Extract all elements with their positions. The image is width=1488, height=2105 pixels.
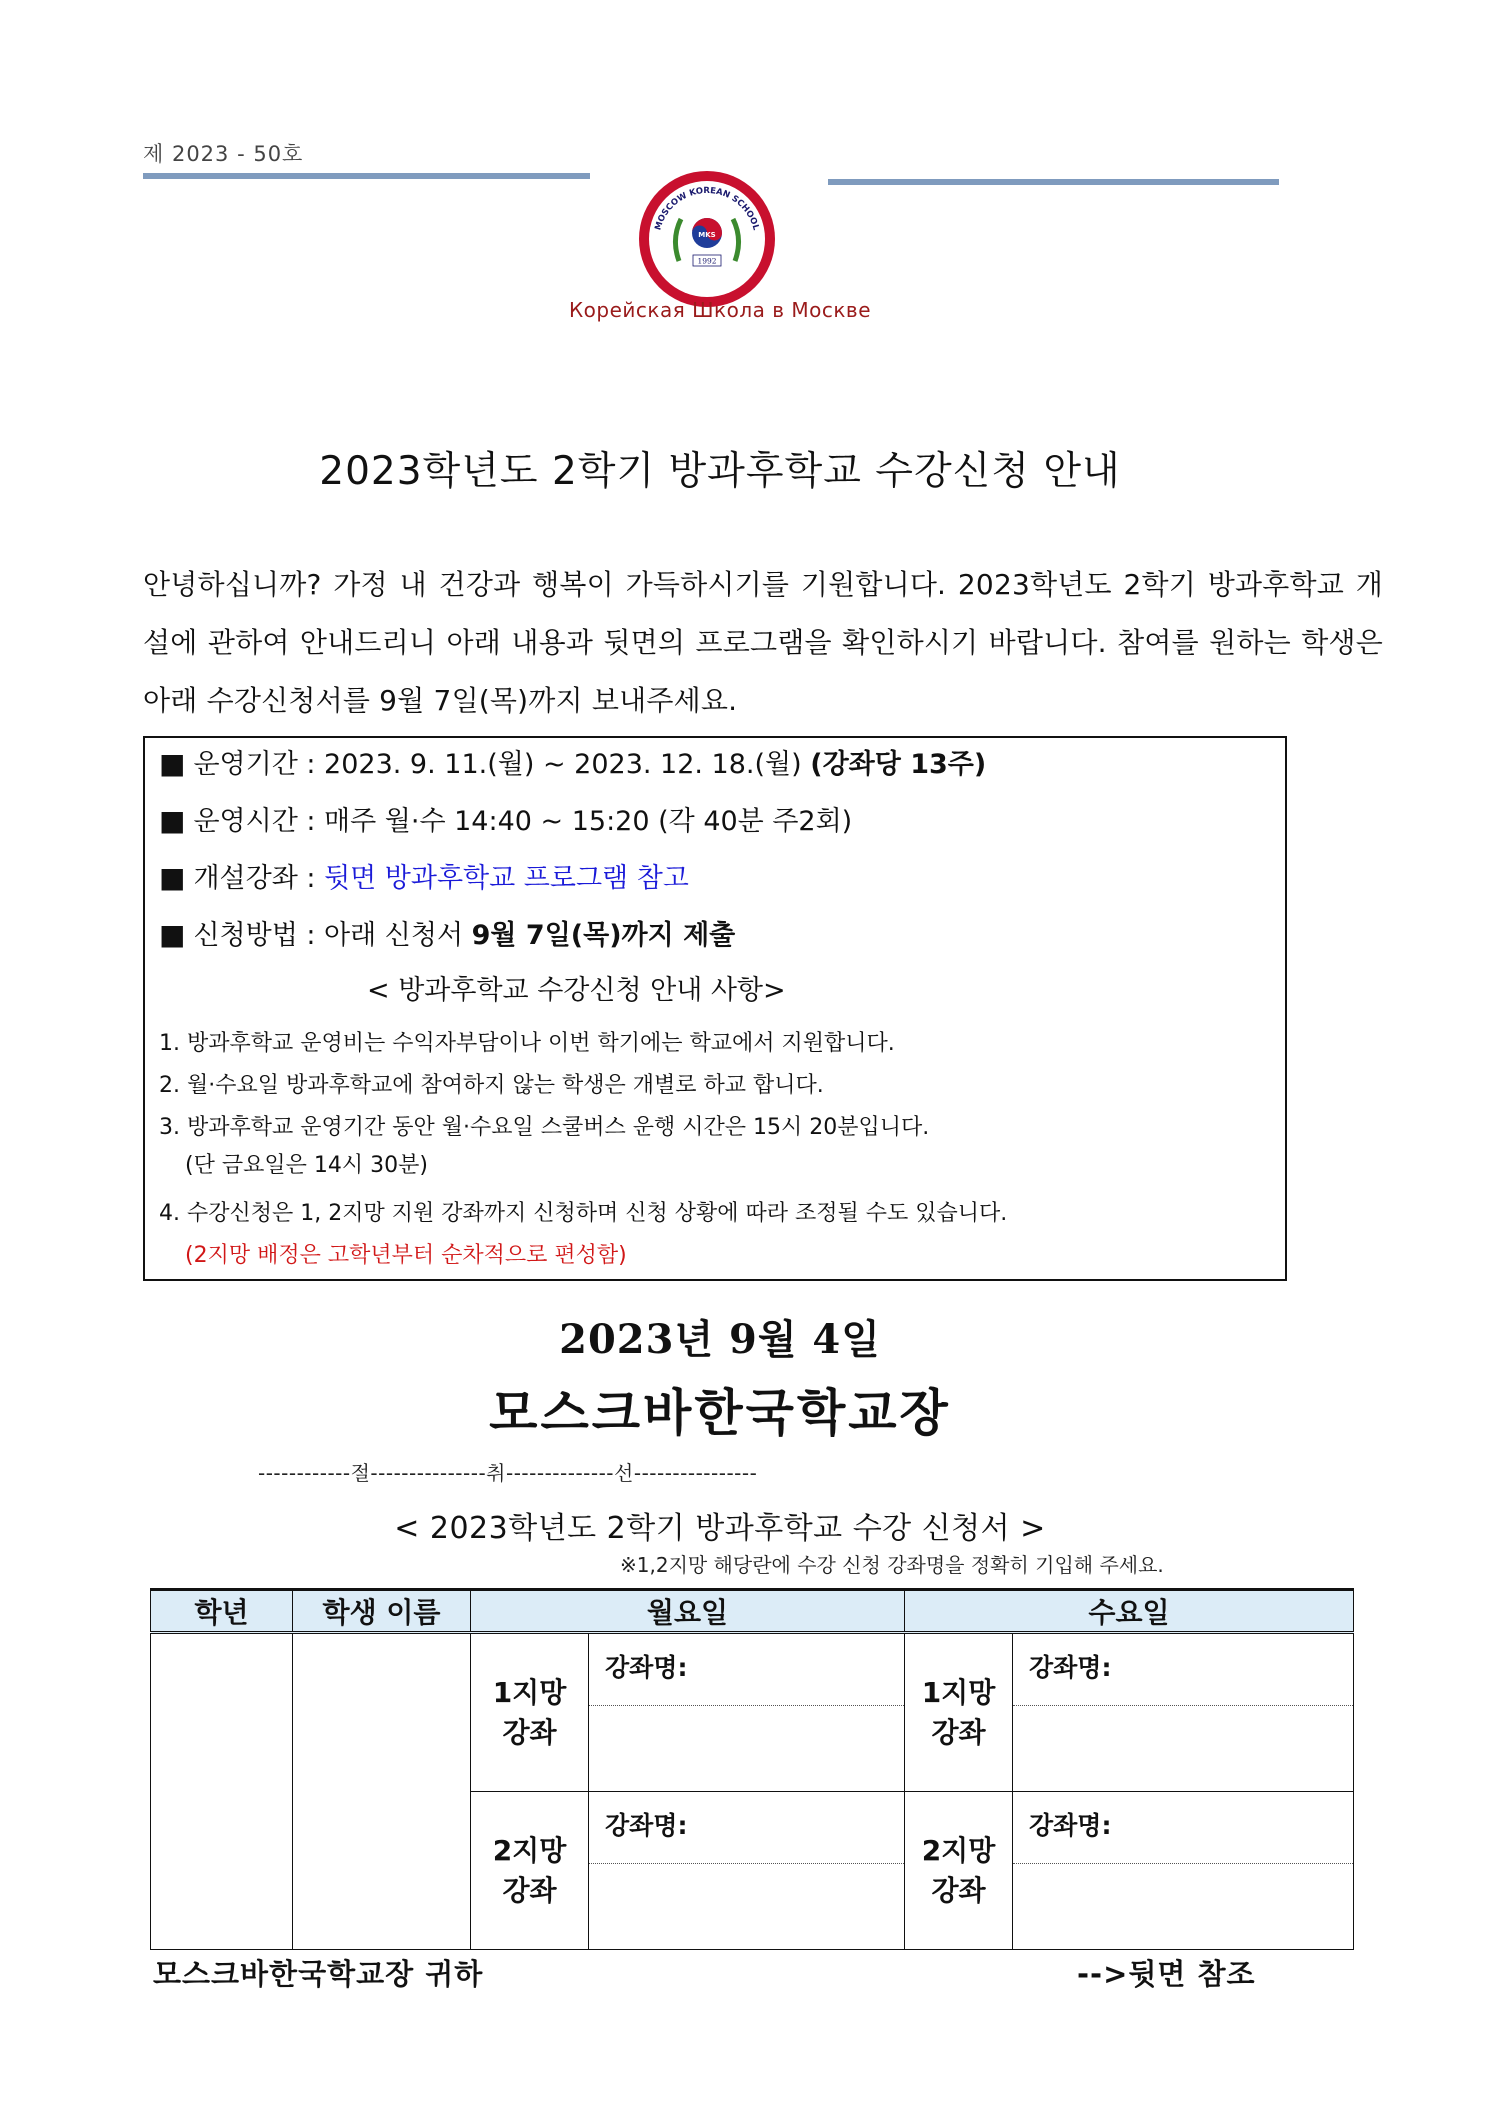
monday-pref2-label: 2지망 강좌 [471,1792,589,1950]
document-number: 제 2023 - 50호 [143,142,304,166]
info-box [143,736,1287,1281]
logo-year: 1992 [697,256,717,266]
info-link-text: 뒷면 방과후학교 프로그램 참고 [324,863,689,894]
grade-input-cell[interactable] [151,1633,293,1950]
addressee: 모스크바한국학교장 귀하 [153,1957,484,1991]
logo-arc-text-top: MOSCOW KOREAN SCHOOL [653,185,761,232]
see-back-note: -->뒷면 참조 [1077,1957,1256,1991]
school-name-russian: Корейская Школа в Москве [568,298,872,322]
info-row-courses [159,856,689,895]
square-bullet-icon: ■ [159,861,186,894]
header-rule-right [828,179,1279,185]
wednesday-pref1-course-cell[interactable] [1013,1633,1354,1792]
header-grade: 학년 [151,1590,293,1633]
student-name-input-cell[interactable] [293,1633,471,1950]
notice-item: 1. 방과후학교 운영비는 수익자부담이나 이번 학기에는 학교에서 지원합니다. [159,1031,895,1056]
info-emphasis: 9월 7일(목)까지 제출 [471,920,736,951]
info-label: 신청방법 : 아래 신청서 [193,920,472,951]
monday-pref1-label: 1지망 강좌 [471,1633,589,1792]
notice-heading: < 방과후학교 수강신청 안내 사항> [367,975,786,1006]
course-name-label: 강좌명: [1013,1634,1353,1706]
header-rule-left [143,173,590,179]
notice-item: 2. 월·수요일 방과후학교에 참여하지 않는 학생은 개별로 하교 합니다. [159,1073,824,1098]
wednesday-pref2-label: 2지망 강좌 [905,1792,1013,1950]
notice-item-red: (2지망 배정은 고학년부터 순차적으로 편성함) [185,1243,627,1268]
form-title: < 2023학년도 2학기 방과후학교 수강 신청서 > [394,1511,1046,1546]
principal-signature: 모스크바한국학교장 [489,1383,951,1442]
course-name-label: 강좌명: [589,1634,904,1706]
wednesday-pref2-course-cell[interactable] [1013,1792,1354,1950]
info-emphasis: (강좌당 13주) [810,749,987,780]
logo-center-text: MKS [698,231,716,239]
info-row-time [159,799,852,838]
info-label: 운영기간 : 2023. 9. 11.(월) ~ 2023. 12. 18.(월) [193,749,811,780]
notice-item: (단 금요일은 14시 30분) [185,1153,428,1178]
info-row-period [159,742,986,781]
notice-item: 4. 수강신청은 1, 2지망 지원 강좌까지 신청하며 신청 상황에 따라 조정될 수도 있습니다. [159,1201,1008,1226]
info-row-method [159,913,735,952]
form-note: ※1,2지망 해당란에 수강 신청 강좌명을 정확히 기입해 주세요. [620,1553,1164,1577]
issue-date: 2023년 9월 4일 [559,1316,881,1363]
info-label: 개설강좌 : [193,863,325,894]
cut-line: ------------절---------------취--------------선---------------- [258,1461,758,1485]
course-name-label: 강좌명: [1013,1792,1353,1864]
document-title: 2023학년도 2학기 방과후학교 수강신청 안내 [319,449,1121,494]
monday-pref2-course-cell[interactable] [589,1792,905,1950]
square-bullet-icon: ■ [159,918,186,951]
header-student-name: 학생 이름 [293,1590,471,1633]
header-wednesday: 수요일 [905,1590,1354,1633]
header-monday: 월요일 [471,1590,905,1633]
wednesday-pref1-label: 1지망 강좌 [905,1633,1013,1792]
notice-item: 3. 방과후학교 운영기간 동안 월·수요일 스쿨버스 운행 시간은 15시 20분입니다. [159,1115,930,1140]
monday-pref1-course-cell[interactable] [589,1633,905,1792]
square-bullet-icon: ■ [159,747,186,780]
logo-arc-text-bottom: 모스크바한국학교 [673,264,741,286]
intro-paragraph: 안녕하십니까? 가정 내 건강과 행복이 가득하시기를 기원합니다. 2023학년도 2학기 방과후학교 개설에 관하여 안내드리니 아래 내용과 뒷면의 프로그램을 확인하시기 바랍니다. 참여를 원하는 학생은 아래 수강신청서를 9월 7일(목)까지 보내주세요. [143,568,1383,717]
info-label: 운영시간 : 매주 월·수 14:40 ~ 15:20 (각 40분 주2회) [193,806,853,837]
square-bullet-icon: ■ [159,804,186,837]
course-name-label: 강좌명: [589,1792,904,1864]
school-logo-emblem [637,169,777,309]
application-form-table [150,1588,1353,1950]
